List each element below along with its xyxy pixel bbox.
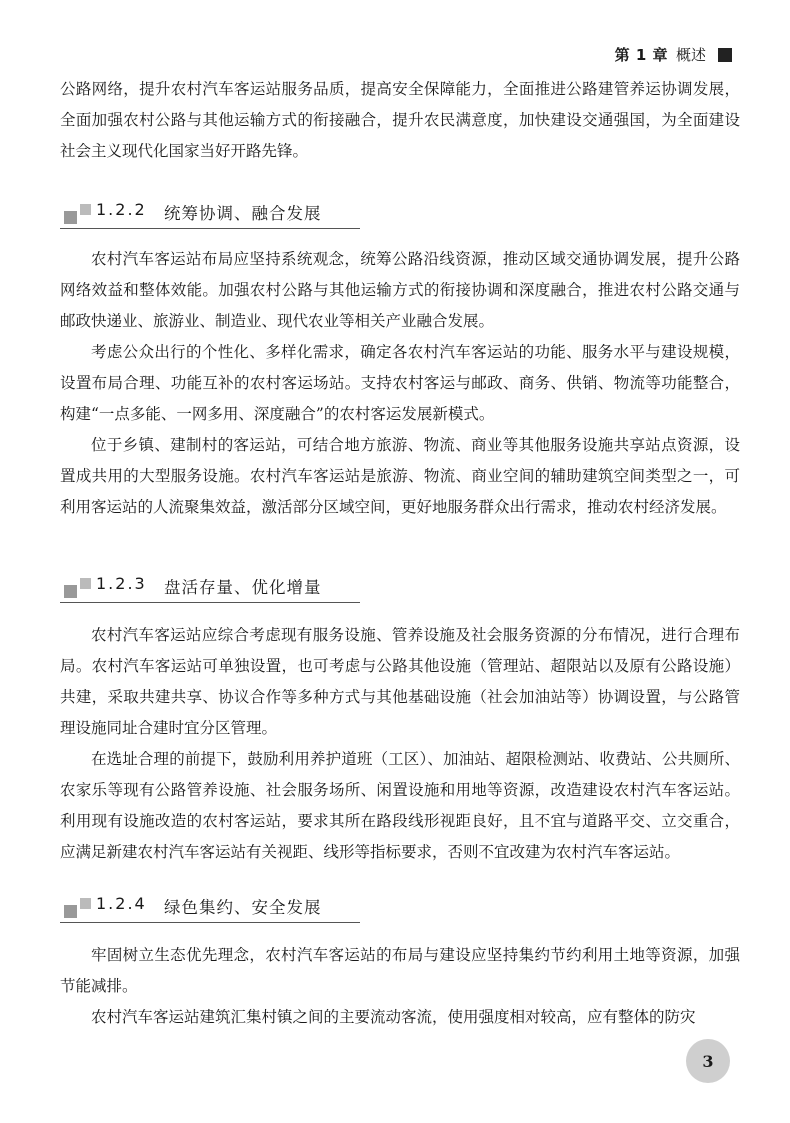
section-heading-1-2-3 xyxy=(60,570,360,603)
section-number: 1.2.3 xyxy=(96,574,147,593)
paragraph: 在选址合理的前提下，鼓励利用养护道班（工区）、加油站、超限检测站、收费站、公共厕所、农家乐等现有公路管养设施、社会服务场所、闲置设施和用地等资源，改造建设农村汽车客运站。利用现有设施改造的农村客运站，要求其所在路段线形视距良好，且不宜与道路平交、立交重合，应满足新建农村汽车客运站有关视距、线形等指标要求，否则不宜改建为农村汽车客运站。 xyxy=(60,750,740,861)
section-title: 盘活存量、优化增量 xyxy=(164,578,322,597)
heading-square-icon xyxy=(64,211,77,224)
section-number: 1.2.2 xyxy=(96,200,147,219)
section-number: 1.2.4 xyxy=(96,894,147,913)
heading-square-icon xyxy=(64,585,77,598)
paragraph: 考虑公众出行的个性化、多样化需求，确定各农村汽车客运站的功能、服务水平与建设规模，设置布局合理、功能互补的农村客运场站。支持农村客运与邮政、商务、供销、物流等功能整合，构建“一点多能、一网多用、深度融合”的农村客运发展新模式。 xyxy=(60,343,740,423)
heading-square-icon xyxy=(80,898,91,909)
section-heading-1-2-2 xyxy=(60,196,360,229)
chapter-label: 第 1 章 xyxy=(614,46,668,64)
header-square-icon xyxy=(718,48,732,62)
paragraph: 农村汽车客运站布局应坚持系统观念，统筹公路沿线资源，推动区域交通协调发展，提升公路网络效益和整体效能。加强农村公路与其他运输方式的衔接协调和深度融合，推进农村公路交通与邮政快递业、旅游业、制造业、现代农业等相关产业融合发展。 xyxy=(60,250,740,330)
heading-square-icon xyxy=(64,905,77,918)
paragraph: 农村汽车客运站应综合考虑现有服务设施、管养设施及社会服务资源的分布情况，进行合理布局。农村汽车客运站可单独设置，也可考虑与公路其他设施（管理站、超限站以及原有公路设施）共建，采取共建共享、协议合作等多种方式与其他基础设施（社会加油站等）协调设置，与公路管理设施同址合建时宜分区管理。 xyxy=(60,626,740,737)
chapter-title: 概述 xyxy=(675,46,706,64)
heading-square-icon xyxy=(80,578,91,589)
paragraph: 公路网络，提升农村汽车客运站服务品质，提高安全保障能力，全面推进公路建管养运协调发展，全面加强农村公路与其他运输方式的衔接融合，提升农民满意度，加快建设交通强国，为全面建设社会主义现代化国家当好开路先锋。 xyxy=(60,80,740,160)
paragraph: 牢固树立生态优先理念，农村汽车客运站的布局与建设应坚持集约节约利用土地等资源，加强节能减排。 xyxy=(60,946,740,995)
running-header xyxy=(615,44,732,65)
paragraph: 位于乡镇、建制村的客运站，可结合地方旅游、物流、商业等其他服务设施共享站点资源，设置成共用的大型服务设施。农村汽车客运站是旅游、物流、商业空间的辅助建筑空间类型之一，可利用客运站的人流聚集效益，激活部分区域空间，更好地服务群众出行需求，推动农村经济发展。 xyxy=(60,436,740,516)
paragraph: 农村汽车客运站建筑汇集村镇之间的主要流动客流，使用强度相对较高，应有整体的防灾 xyxy=(91,1008,696,1026)
section-heading-1-2-4 xyxy=(60,890,360,923)
section-title: 绿色集约、安全发展 xyxy=(164,898,322,917)
section-title: 统筹协调、融合发展 xyxy=(164,204,322,223)
page-number: 3 xyxy=(686,1039,730,1083)
heading-square-icon xyxy=(80,204,91,215)
